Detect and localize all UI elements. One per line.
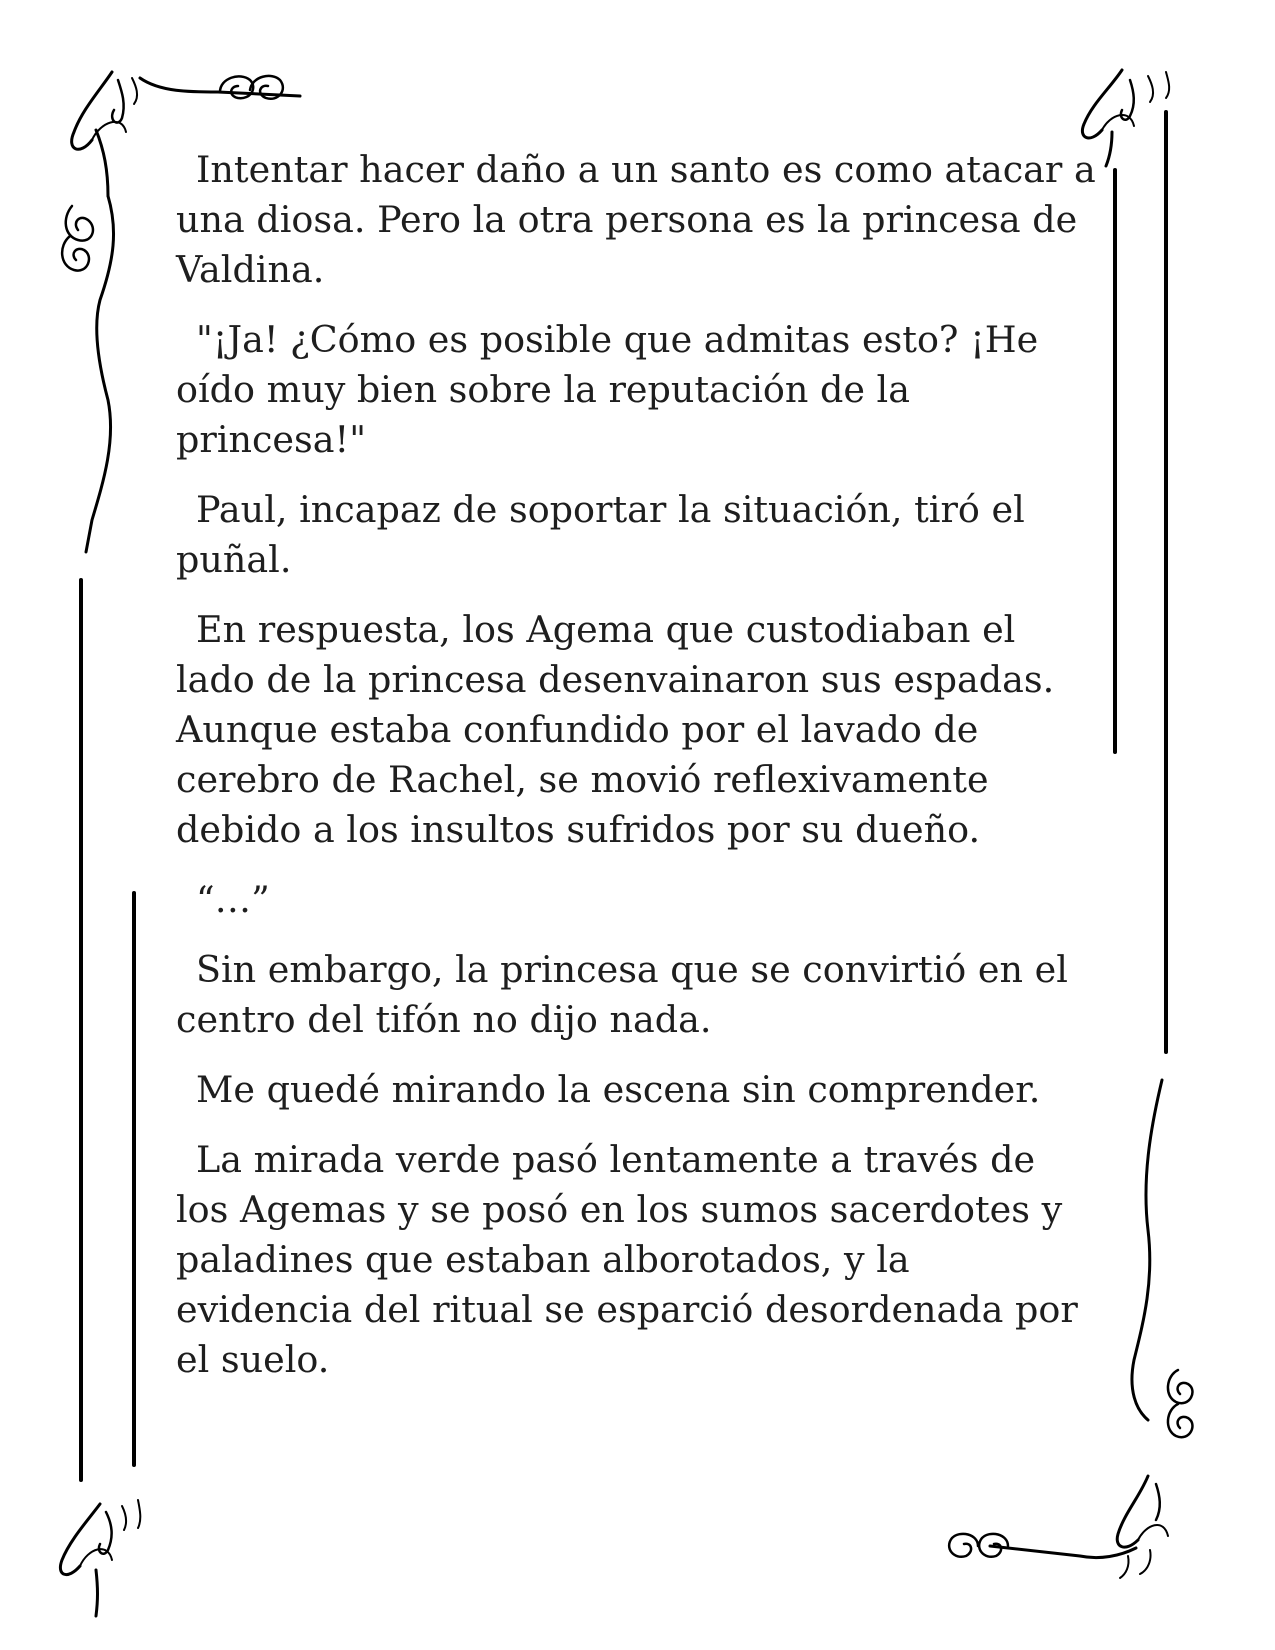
paragraph: Paul, incapaz de soportar la situación, tiró el puñal. [176,488,1025,581]
paragraph: Me quedé mirando la escena sin comprender. [196,1068,1041,1111]
paragraph: Sin embargo, la princesa que se convirtió en el centro del tifón no dijo nada. [176,948,1068,1041]
paragraph: "¡Ja! ¿Cómo es posible que admitas esto? ¡He oído muy bien sobre la reputación de la princesa!" [176,318,1039,461]
paragraph: Intentar hacer daño a un santo es como atacar a una diosa. Pero la otra persona es la princesa de Valdina. [176,148,1096,291]
page-text [176,145,1096,1405]
paragraph: La mirada verde pasó lentamente a través de los Agemas y se posó en los sumos sacerdotes y paladines que estaban alborotados, y la evidencia del ritual se esparció desordenada por el suelo. [176,1138,1078,1381]
paragraph: “…” [196,878,270,921]
bottom-left-flourish-icon [60,1500,140,1616]
paragraph: En respuesta, los Agema que custodiaban el lado de la princesa desenvainaron sus espadas. Aunque estaba confundido por el lavado de cerebro de Rachel, se movió reflexivamente debido a los insultos sufridos por su dueño. [176,608,1055,851]
